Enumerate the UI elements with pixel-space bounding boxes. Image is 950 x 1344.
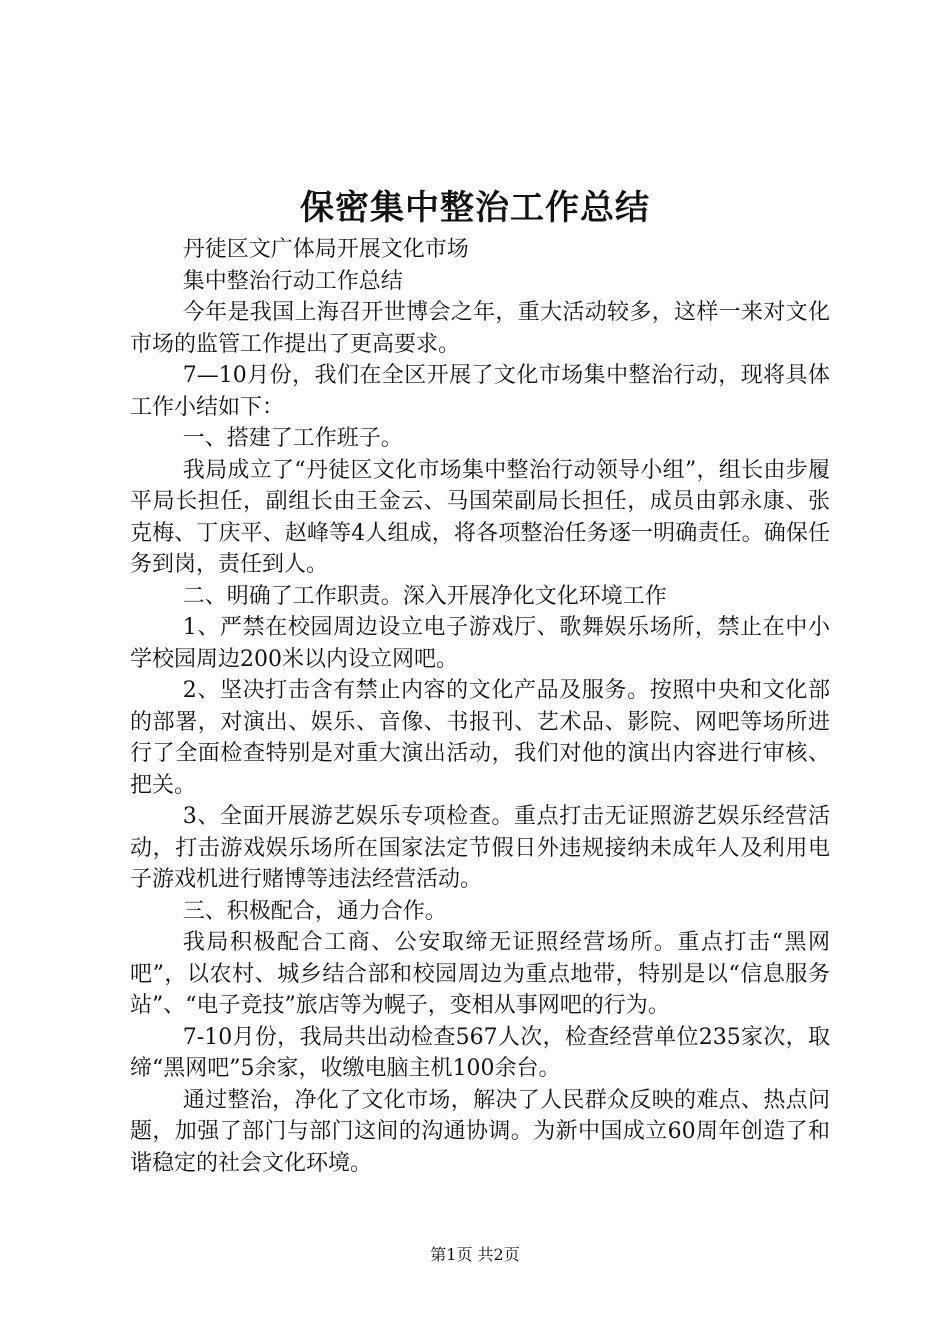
paragraph-intro: 今年是我国上海召开世博会之年，重大活动较多，这样一来对文化市场的监管工作提出了更高要求。 [130,300,830,357]
section-heading-1: 一、搭建了工作班子。 [182,426,403,451]
document-body [130,234,830,1179]
paragraph-team: 我局成立了“丹徒区文化市场集中整治行动领导小组”，组长由步履平局长担任，副组长由王金云、马国荣副局长担任，成员由郭永康、张克梅、丁庆平、赵峰等4人组成，将各项整治任务逐一明确责任。确保任务到岗，责任到人。 [130,457,830,577]
paragraph-item-3: 3、全面开展游艺娱乐专项检查。重点打击无证照游艺娱乐经营活动，打击游戏娱乐场所在国家法定节假日外违规接纳未成年人及利用电子游戏机进行赌博等违法经营活动。 [130,804,830,892]
section-heading-2: 二、明确了工作职责。深入开展净化文化环境工作 [182,583,667,609]
paragraph-org: 丹徒区文广体局开展文化市场 [182,237,469,262]
paragraph-statistics: 7-10月份，我局共出动检查567人次，检查经营单位235家次，取缔“黑网吧”5余家，收缴电脑主机100余台。 [130,1024,830,1081]
paragraph-cooperation: 我局积极配合工商、公安取缔无证照经营场所。重点打击“黑网吧”，以农村、城乡结合部和校园周边为重点地带，特别是以“信息服务站”、“电子竞技”旅店等为幌子，变相从事网吧的行为。 [130,930,830,1018]
document-title: 保密集中整治工作总结 [300,188,650,228]
paragraph-item-1: 1、严禁在校园周边设立电子游戏厅、歌舞娱乐场所，禁止在中小学校园周边200米以内设立网吧。 [130,615,830,672]
paragraph-item-2: 2、坚决打击含有禁止内容的文化产品及服务。按照中央和文化部的部署，对演出、娱乐、音像、书报刊、艺术品、影院、网吧等场所进行了全面检查特别是对重大演出活动，我们对他的演出内容进行审核、把关。 [130,678,830,798]
section-heading-3: 三、积极配合，通力合作。 [182,898,447,924]
paragraph-summary: 7—10月份，我们在全区开展了文化市场集中整治行动，现将具体工作小结如下： [130,363,830,420]
page-number: 第1页 共2页 [430,1245,520,1264]
paragraph-subtitle: 集中整治行动工作总结 [182,268,403,294]
paragraph-conclusion: 通过整治，净化了文化市场，解决了人民群众反映的难点、热点问题，加强了部门与部门这间的沟通协调。为新中国成立60周年创造了和谐稳定的社会文化环境。 [130,1087,830,1176]
